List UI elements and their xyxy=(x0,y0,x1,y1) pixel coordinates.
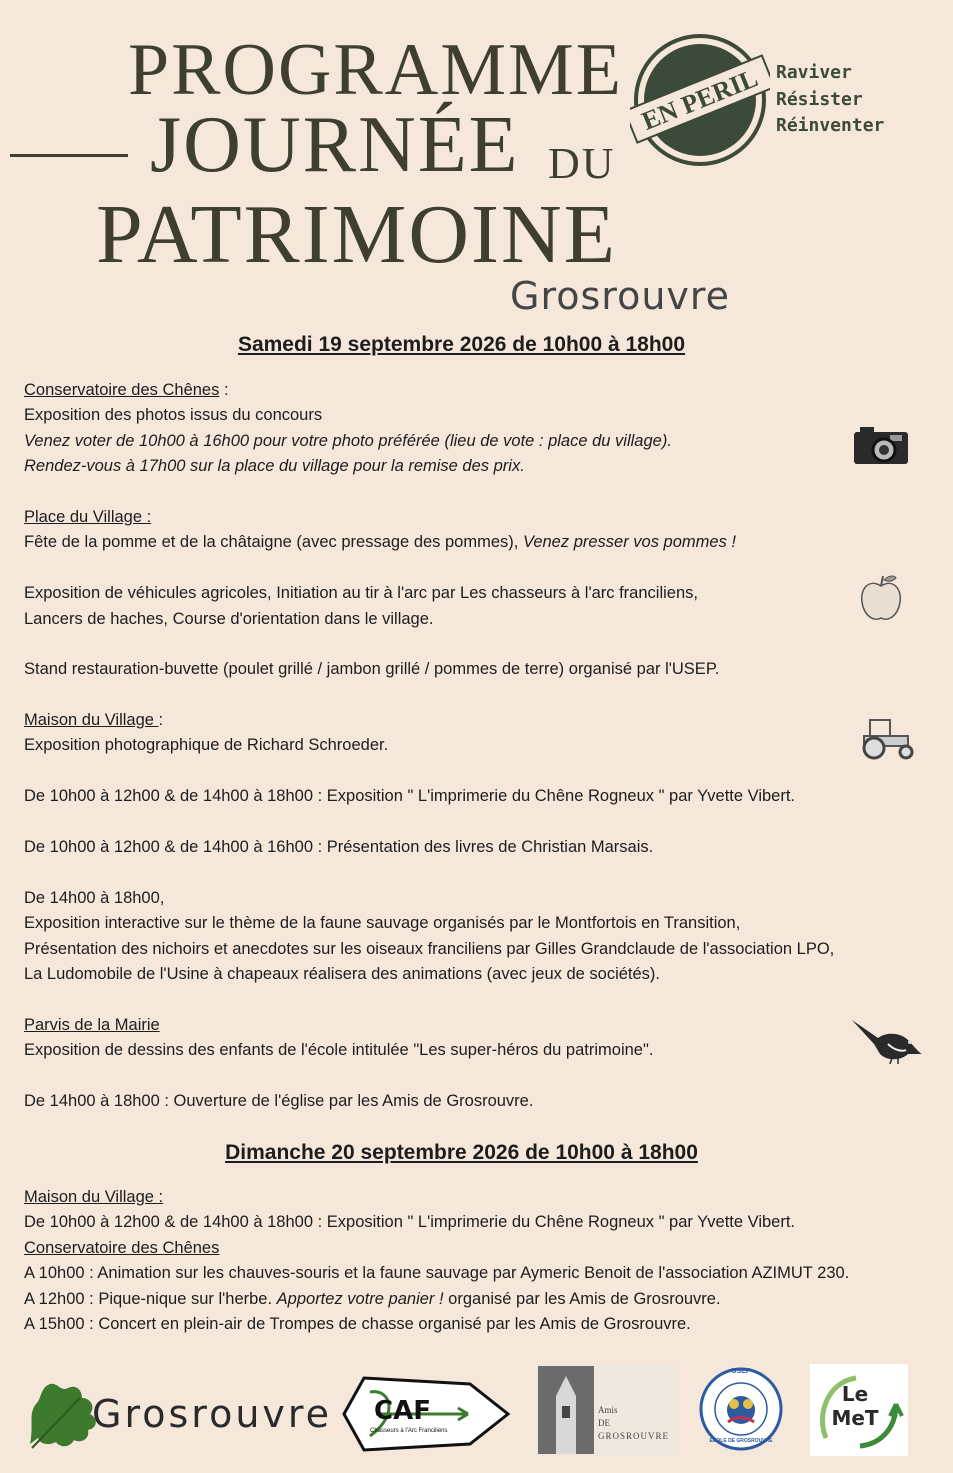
program-line: Exposition des photos issus du concours xyxy=(24,406,323,425)
heading-colon: : xyxy=(219,381,229,399)
partner-logos xyxy=(0,1360,953,1460)
title-line-du: DU xyxy=(548,139,616,188)
camera-icon xyxy=(852,424,910,468)
saturday-program xyxy=(24,378,924,1114)
program-line: A 10h00 : Animation sur les chauves-souris et la faune sauvage par Aymeric Benoit de l'association AZIMUT 230. xyxy=(24,1264,850,1283)
program-line: Exposition photographique de Richard Schroeder. xyxy=(24,736,389,755)
title-dash xyxy=(10,154,128,157)
section-heading xyxy=(24,708,924,733)
seal-text: EN PERIL xyxy=(637,63,762,136)
church-tower-icon xyxy=(538,1366,594,1454)
slogan-line-3: Réinventer xyxy=(776,115,885,136)
amis-de-grosrouvre-logo xyxy=(536,1364,676,1456)
title-line-programme: PROGRAMME xyxy=(128,29,623,111)
slogan-line-2: Résister xyxy=(776,88,863,110)
usep-logo xyxy=(698,1366,784,1452)
program-line: Exposition interactive sur le thème de la faune sauvage organisés par le Montfortois en Transition, xyxy=(24,914,741,933)
title-line-patrimoine: PATRIMOINE xyxy=(96,188,617,281)
amis-logo-text: Amis DE GROSROUVRE xyxy=(598,1405,670,1441)
title-line-journee: JOURNÉE xyxy=(150,101,520,189)
usep-logo-bottom-text: ÉCOLE DE GROSROUVRE xyxy=(709,1438,773,1444)
usep-logo-top-text: USEP xyxy=(731,1368,751,1375)
program-line: Venez voter de 10h00 à 16h00 pour votre photo préférée (lieu de vote : place du village). xyxy=(24,431,672,450)
program-line: Exposition de véhicules agricoles, Initiation au tir à l'arc par Les chasseurs à l'arc franciliens, xyxy=(24,584,698,603)
place-name: Maison du Village : xyxy=(24,1188,164,1206)
met-logo xyxy=(810,1364,908,1456)
section-heading xyxy=(24,378,924,403)
program-line: De 10h00 à 12h00 & de 14h00 à 18h00 : Exposition " L'imprimerie du Chêne Rogneux " par Yvette Vibert. xyxy=(24,787,796,806)
heading-colon: : xyxy=(158,711,164,730)
grosrouvre-logo xyxy=(20,1374,333,1454)
program-line: Fête de la pomme et de la châtaigne (avec pressage des pommes), Venez presser vos pommes ! xyxy=(24,533,736,552)
place-name: Maison du Village xyxy=(24,711,159,730)
grosrouvre-logo-text: Grosrouvre xyxy=(92,1392,333,1436)
program-line: Lancers de haches, Course d'orientation dans le village. xyxy=(24,609,434,628)
place-name: Conservatoire des Chênes xyxy=(24,381,220,399)
program-line: La Ludomobile de l'Usine à chapeaux réalisera des animations (avec jeux de sociétés). xyxy=(24,964,661,983)
place-name: Place du Village : xyxy=(24,507,152,526)
program-line: De 14h00 à 18h00 : Ouverture de l'église par les Amis de Grosrouvre. xyxy=(24,1091,534,1110)
program-line: Exposition de dessins des enfants de l'école intitulée "Les super-héros du patrimoine". xyxy=(24,1041,654,1060)
caf-logo-text: CAF xyxy=(374,1396,431,1426)
program-line: Rendez-vous à 17h00 sur la place du village pour la remise des prix. xyxy=(24,457,525,476)
sunday-title: Dimanche 20 septembre 2026 de 10h00 à 18h00 xyxy=(225,1141,698,1164)
slogan xyxy=(776,60,884,140)
program-line: A 15h00 : Concert en plein-air de Trompes de chasse organisé par les Amis de Grosrouvre. xyxy=(24,1314,691,1333)
program-line: De 10h00 à 12h00 & de 14h00 à 18h00 : Exposition " L'imprimerie du Chêne Rogneux " par Yvette Vibert. xyxy=(24,1213,796,1232)
met-logo-line2: MeT xyxy=(831,1406,879,1430)
village-name: Grosrouvre xyxy=(510,274,731,318)
apple-icon xyxy=(858,572,904,624)
en-peril-seal-icon xyxy=(630,30,770,170)
poster-header xyxy=(0,0,953,330)
program-line: Stand restauration-buvette (poulet grillé / jambon grillé / pommes de terre) organisé par l'USEP. xyxy=(24,660,720,679)
place-name: Conservatoire des Chênes xyxy=(24,1238,220,1257)
program-line: Présentation des nichoirs et anecdotes sur les oiseaux franciliens par Gilles Grandclaude de l'association LPO, xyxy=(24,939,835,958)
caf-logo xyxy=(340,1370,512,1458)
program-line: De 10h00 à 12h00 & de 14h00 à 16h00 : Présentation des livres de Christian Marsais. xyxy=(24,838,654,857)
caf-logo-subtitle: Chasseurs à l'Arc Franciliens xyxy=(370,1428,448,1434)
church-photo xyxy=(538,1366,594,1454)
place-name: Parvis de la Mairie xyxy=(24,1015,160,1034)
saturday-title: Samedi 19 septembre 2026 de 10h00 à 18h00 xyxy=(237,333,686,356)
program-line: A 12h00 : Pique-nique sur l'herbe. Apportez votre panier ! organisé par les Amis de Grosrouvre. xyxy=(24,1289,721,1308)
met-logo-line1: Le xyxy=(841,1382,869,1406)
tractor-icon xyxy=(856,716,920,760)
program-line: De 14h00 à 18h00, xyxy=(24,888,165,907)
slogan-line-1: Raviver xyxy=(776,62,852,83)
sunday-program xyxy=(24,1185,924,1337)
bird-icon xyxy=(848,1014,924,1064)
